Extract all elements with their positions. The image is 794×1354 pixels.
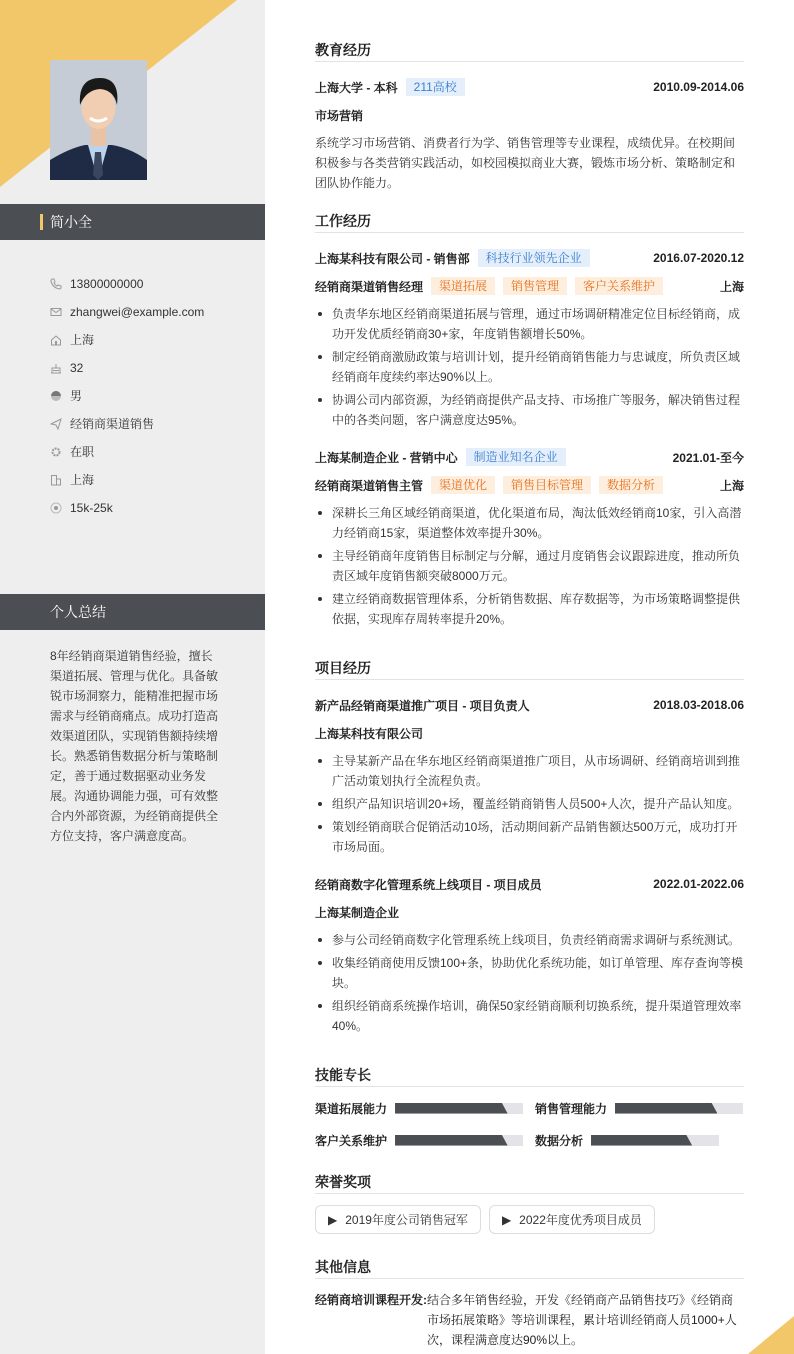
- skill-bar-fill: [395, 1135, 508, 1146]
- education-desc: 系统学习市场营销、消费者行为学、销售管理等专业课程，成绩优异。在校期间积极参与各类营销实践活动，如校园模拟商业大赛，锻炼市场分析、策略制定和团队协作能力。: [315, 136, 736, 190]
- bullet: 组织产品知识培训20+场，覆盖经销商销售人员500+人次，提升产品认知度。: [315, 794, 744, 814]
- contact-text: 15k-25k: [70, 501, 113, 515]
- contact-text: 男: [70, 389, 83, 403]
- contact-text: 32: [70, 361, 84, 375]
- projects-section: [315, 658, 744, 1039]
- skill-item: [315, 1098, 535, 1118]
- contact-salary: [50, 494, 204, 522]
- skill-bar-fill: [395, 1103, 508, 1114]
- role: 经销商渠道销售主管: [315, 478, 424, 493]
- other-section: [315, 1257, 744, 1350]
- date: 2018.03-2018.06: [653, 698, 744, 712]
- bullet: 主导某新产品在华东地区经销商渠道推广项目，从市场调研、经销商培训到推广活动策划执行全流程负责。: [315, 751, 744, 791]
- skill-tag: 客户关系维护: [575, 277, 663, 295]
- job-entry: [315, 443, 744, 629]
- skill-item: [535, 1130, 744, 1150]
- bullet: 主导经销商年度销售目标制定与分解，通过月度销售会议跟踪进度，推动所负责区域年度销售额突破8000万元。: [315, 546, 744, 586]
- other-label: 经销商培训课程开发:: [315, 1293, 427, 1307]
- contact-text: 上海: [70, 333, 95, 347]
- play-triangle-icon: ▶: [328, 1212, 338, 1227]
- honor-item[interactable]: [489, 1205, 655, 1234]
- date: 2021.01-至今: [672, 450, 744, 465]
- contact-gender: [50, 382, 204, 410]
- education-section: [315, 40, 744, 193]
- education-row: [315, 73, 744, 101]
- honor-label: 2022年度优秀项目成员: [519, 1213, 642, 1227]
- summary-text: 8年经销商渠道销售经验，擅长渠道拓展、管理与优化。具备敏锐市场洞察力，能精准把握市场需求与经销商痛点。成功打造高效渠道团队，实现销售额持续增长。熟悉销售数据分析与策略制定，善于通过数据驱动业务发展。沟通协调能力强，可有效整合内外部资源，为经销商提供全方位支持，客户满意度高。: [50, 649, 219, 843]
- role: 经销商渠道销售经理: [315, 279, 424, 294]
- play-triangle-icon: ▶: [501, 1212, 512, 1227]
- skills-section: [315, 1065, 744, 1150]
- section-title: 教育经历: [315, 40, 744, 62]
- position-icon: [50, 418, 62, 430]
- skill-tag: 渠道拓展: [431, 277, 495, 295]
- project-org: 上海某制造企业: [315, 905, 400, 920]
- project-name: 经销商数字化管理系统上线项目 - 项目成员: [315, 877, 542, 892]
- date: 2022.01-2022.06: [653, 877, 744, 891]
- contact-home: [50, 326, 204, 354]
- section-title: 工作经历: [315, 211, 744, 233]
- school-tag: 211高校: [406, 78, 465, 96]
- decorative-triangle: [744, 1314, 794, 1354]
- skill-name: 渠道拓展能力: [315, 1101, 388, 1116]
- bullet: 负责华东地区经销商渠道拓展与管理，通过市场调研精准定位目标经销商，成功开发优质经销商30+家，年度销售额增长50%。: [315, 304, 744, 344]
- date: 2010.09-2014.06: [653, 80, 744, 94]
- skill-name: 数据分析: [535, 1133, 584, 1148]
- city: 上海: [719, 478, 744, 493]
- company-tag: 科技行业领先企业: [478, 249, 590, 267]
- contact-text: 13800000000: [70, 277, 144, 291]
- status-icon: [50, 446, 62, 458]
- bullet: 策划经销商联合促销活动10场，活动期间新产品销售额达500万元，成功打开市场局面。: [315, 817, 744, 857]
- age-icon: [50, 362, 62, 374]
- accent-mark: [40, 214, 43, 230]
- name-bar: [0, 204, 265, 240]
- section-title: 荣誉奖项: [315, 1172, 744, 1194]
- date: 2016.07-2020.12: [653, 251, 744, 265]
- honor-label: 2019年度公司销售冠军: [345, 1213, 468, 1227]
- contact-list: [50, 270, 204, 522]
- summary-bar: [0, 594, 265, 630]
- skill-tag: 销售目标管理: [503, 476, 591, 494]
- section-title: 技能专长: [315, 1065, 744, 1087]
- bullet: 收集经销商使用反馈100+条，协助优化系统功能，如订单管理、库存查询等模块。: [315, 953, 744, 993]
- contact-text: zhangwei@example.com: [70, 305, 205, 319]
- contact-city: [50, 466, 204, 494]
- bullet: 深耕长三角区域经销商渠道，优化渠道布局，淘汰低效经销商10家，引入高潜力经销商15家，渠道整体效率提升30%。: [315, 503, 744, 543]
- profile-photo: [50, 60, 147, 180]
- contact-phone: [50, 270, 204, 298]
- contact-text: 经销商渠道销售: [70, 417, 155, 431]
- contact-status: [50, 438, 204, 466]
- skill-tag: 数据分析: [599, 476, 663, 494]
- contact-age: [50, 354, 204, 382]
- school: 上海大学 - 本科: [315, 80, 398, 95]
- skill-item: [315, 1130, 535, 1150]
- phone-icon: [50, 278, 62, 290]
- project-entry: [315, 870, 744, 1036]
- skill-bar: [395, 1135, 523, 1146]
- section-title: 项目经历: [315, 658, 744, 680]
- mail-icon: [50, 306, 62, 318]
- gender-icon: [50, 390, 62, 402]
- contact-text: 上海: [70, 473, 95, 487]
- skill-bar-fill: [615, 1103, 717, 1114]
- bullet: 参与公司经销商数字化管理系统上线项目，负责经销商需求调研与系统测试。: [315, 930, 744, 950]
- sidebar: [0, 0, 265, 1354]
- contact-email: [50, 298, 204, 326]
- skill-name: 销售管理能力: [535, 1101, 608, 1116]
- project-entry: [315, 691, 744, 857]
- skill-bar: [615, 1103, 743, 1114]
- city-icon: [50, 474, 62, 486]
- other-text: 结合多年销售经验，开发《经销商产品销售技巧》《经销商市场拓展策略》等培训课程，累计培训经销商人员1000+人次，课程满意度达90%以上。: [427, 1293, 737, 1347]
- skill-name: 客户关系维护: [315, 1133, 388, 1148]
- job-entry: [315, 244, 744, 430]
- work-section: [315, 211, 744, 632]
- company: 上海某科技有限公司 - 销售部: [315, 251, 470, 266]
- skill-tag: 销售管理: [503, 277, 567, 295]
- company-tag: 制造业知名企业: [466, 448, 566, 466]
- salary-icon: [50, 502, 62, 514]
- honor-item[interactable]: [315, 1205, 481, 1234]
- project-org: 上海某科技有限公司: [315, 726, 424, 741]
- bullet: 协调公司内部资源，为经销商提供产品支持、市场推广等服务，解决销售过程中的各类问题，客户满意度达95%。: [315, 390, 744, 430]
- bullet: 建立经销商数据管理体系，分析销售数据、库存数据等，为市场策略调整提供依据，实现库存周转率提升20%。: [315, 589, 744, 629]
- skill-item: [535, 1098, 744, 1118]
- contact-text: 在职: [70, 445, 95, 459]
- project-name: 新产品经销商渠道推广项目 - 项目负责人: [315, 698, 530, 713]
- skill-bar-fill: [591, 1135, 692, 1146]
- home-icon: [50, 334, 62, 346]
- bullet: 制定经销商激励政策与培训计划，提升经销商销售能力与忠诚度，所负责区域经销商年度续约率达90%以上。: [315, 347, 744, 387]
- bullet: 组织经销商系统操作培训，确保50家经销商顺利切换系统，提升渠道管理效率40%。: [315, 996, 744, 1036]
- skill-bar: [591, 1135, 719, 1146]
- honors-section: [315, 1172, 744, 1234]
- summary-title: 个人总结: [50, 604, 106, 620]
- candidate-name: 简小全: [50, 214, 92, 230]
- major: 市场营销: [315, 108, 364, 123]
- section-title: 其他信息: [315, 1257, 744, 1279]
- company: 上海某制造企业 - 营销中心: [315, 450, 458, 465]
- city: 上海: [719, 279, 744, 294]
- skill-bar: [395, 1103, 523, 1114]
- contact-position: [50, 410, 204, 438]
- skill-tag: 渠道优化: [431, 476, 495, 494]
